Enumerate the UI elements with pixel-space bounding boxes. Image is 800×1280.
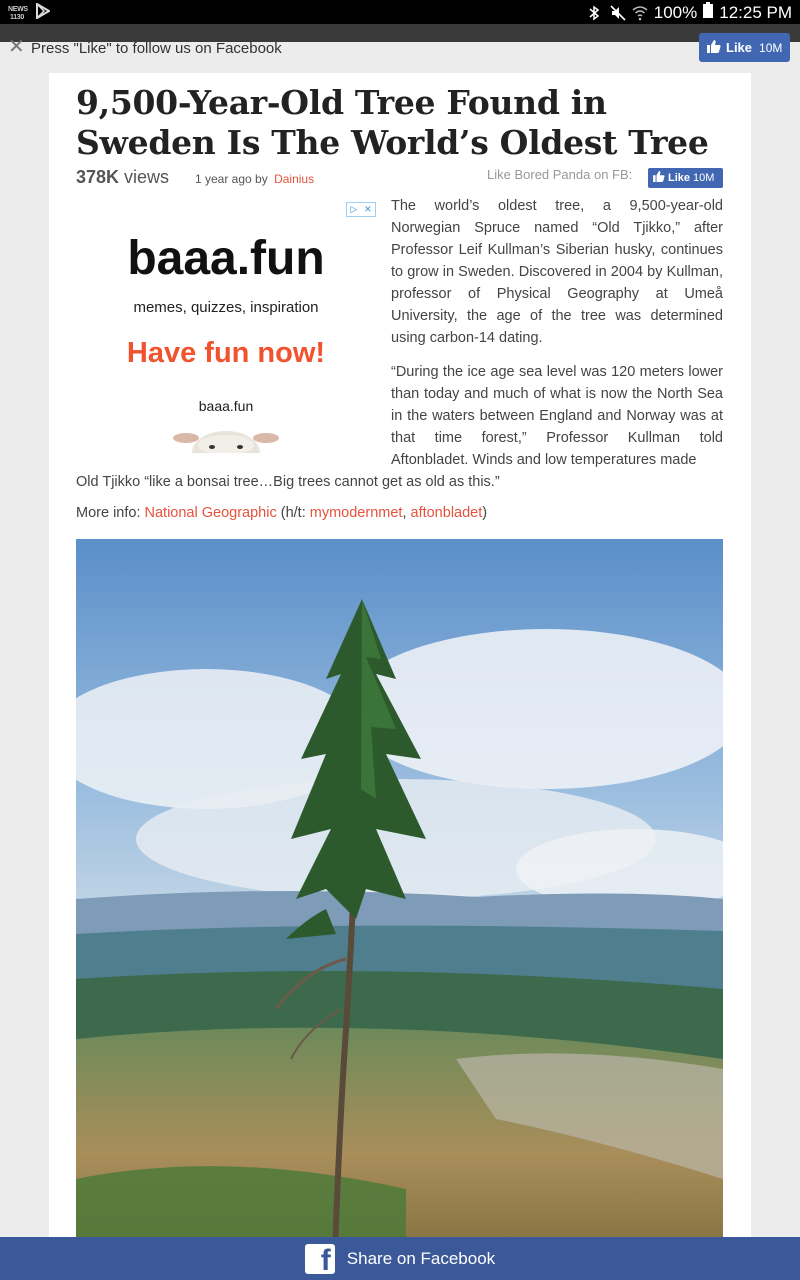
ht-separator: , xyxy=(402,505,407,521)
status-bar xyxy=(0,0,800,24)
like-count: 10M xyxy=(759,40,783,55)
time-ago: 1 year ago by xyxy=(195,172,268,186)
thumbs-up-icon xyxy=(653,171,665,185)
share-on-facebook-bar[interactable] xyxy=(0,1237,800,1280)
close-icon[interactable]: ✕ xyxy=(8,36,25,58)
article-title: 9,500-Year-Old Tree Found in Sweden Is The World’s Oldest Tree xyxy=(76,83,709,162)
share-label: Share on Facebook xyxy=(346,1248,496,1268)
article-paragraph-2-tail: Old Tjikko “like a bonsai tree…Big trees cannot get as old as this.” xyxy=(76,474,500,490)
advertisement[interactable] xyxy=(76,201,376,453)
play-store-icon xyxy=(36,3,50,24)
ht-close: ) xyxy=(482,505,488,521)
clock: 12:25 PM xyxy=(719,2,792,22)
views-count: 378K xyxy=(76,167,120,187)
mute-icon xyxy=(610,5,626,21)
article-paragraph-2: “During the ice age sea level was 120 meters lower than today and much of what is now the North Sea in the waters between England and Norway was at that time forest,” Professor Kullman told Aftonbladet. Winds and low temperatures made xyxy=(391,364,723,468)
ad-brand: baaa.fun xyxy=(127,232,325,285)
national-geographic-link[interactable]: National Geographic xyxy=(144,505,277,521)
sheep-mascot-image xyxy=(172,423,280,453)
like-count: 10M xyxy=(693,172,715,184)
author-link[interactable]: Dainius xyxy=(274,172,315,186)
fb-follow-prompt xyxy=(0,34,800,64)
mymodernmet-link[interactable]: mymodernmet xyxy=(309,505,403,521)
aftonbladet-link[interactable]: aftonbladet xyxy=(410,505,483,521)
bluetooth-icon xyxy=(588,5,604,21)
news-app-badge: NEWS 1130 xyxy=(8,5,28,21)
ad-choices-icon[interactable]: ▷ ✕ xyxy=(346,202,376,217)
status-right xyxy=(588,2,792,23)
article-meta xyxy=(195,172,314,186)
ad-tagline: memes, quizzes, inspiration xyxy=(133,299,319,316)
facebook-icon: f xyxy=(305,1244,335,1274)
fb-like-button-top[interactable] xyxy=(699,33,790,62)
ad-cta[interactable]: Have fun now! xyxy=(126,337,326,369)
article-paragraph-1: The world’s oldest tree, a 9,500-year-old Norwegian Spruce named “Old Tjikko,” after Professor Leif Kullman’s Siberian husky, continues to grow in Sweden. Discovered in 2004 by Kullman, professor of Physical Geography at Umeå University, the age of the tree was determined using carbon-14 dating. xyxy=(391,198,723,346)
ht-open: (h/t: xyxy=(280,505,306,521)
fb-like-button-inline[interactable] xyxy=(648,168,723,188)
article-card xyxy=(49,73,751,1280)
battery-percent: 100% xyxy=(653,2,698,22)
views-label: views xyxy=(124,167,170,187)
fb-follow-line: Like Bored Panda on FB: xyxy=(487,167,633,182)
more-info-label: More info: xyxy=(76,505,141,521)
like-label: Like xyxy=(668,172,691,184)
battery-icon xyxy=(703,2,713,23)
wifi-icon xyxy=(632,5,648,21)
old-tjikko-tree-photo[interactable] xyxy=(76,539,723,1280)
status-left xyxy=(8,3,50,24)
ad-url: baaa.fun xyxy=(198,398,254,414)
fb-prompt-text: Press "Like" to follow us on Facebook xyxy=(31,40,282,57)
like-label: Like xyxy=(726,40,753,55)
more-info-line xyxy=(76,505,487,521)
views-counter xyxy=(76,167,169,188)
thumbs-up-icon xyxy=(707,40,721,56)
